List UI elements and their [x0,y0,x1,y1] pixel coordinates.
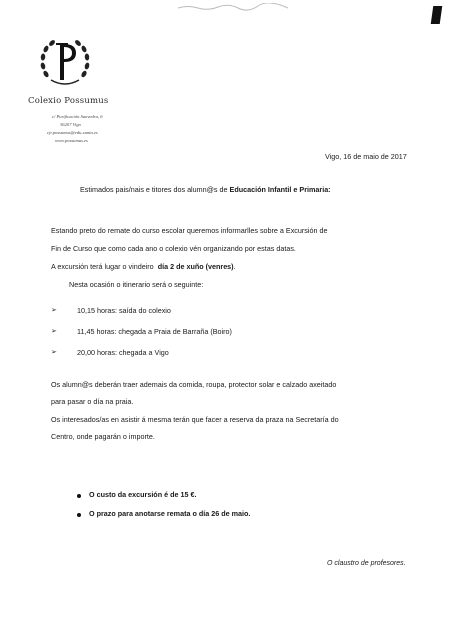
letter-date: Vigo, 16 de maio de 2017 [325,152,407,161]
greeting [80,185,331,194]
deadline-note: O prazo para anotarse remata o día 26 de maio. [89,509,251,518]
itinerary-item: 10,15 horas: saída do colexio [77,306,171,315]
school-name: Colexio Possumus [28,96,109,106]
scan-artifact [178,3,288,11]
bullet-icon [77,494,81,498]
notes-line-3: Os interesados/as en asistir á mesma terán que facer a reserva da praza na Secretaría do [51,415,339,424]
arrow-bullet-icon: ➢ [51,328,57,335]
notes-line-1: Os alumn@s deberán traer ademais da comida, roupa, protector solar e calzado axeitado [51,380,337,389]
intro-line-3 [51,262,236,271]
itinerary-item: 20,00 horas: chegada a Vigo [77,348,169,357]
greeting-recipients: Educación Infantil e Primaria: [229,185,331,194]
address-line: c/ Purificación Saavedra, 6 [52,114,103,119]
corner-mark [431,6,443,24]
arrow-bullet-icon: ➢ [51,349,57,356]
school-logo-icon [36,36,94,90]
signature: O claustro de profesores. [327,560,406,567]
intro-line-3-text: A excursión terá lugar o vindeiro [51,262,156,271]
intro-line-3-end: . [233,262,236,271]
address-line: 36207 Vigo [60,122,81,127]
bullet-icon [77,513,81,517]
arrow-bullet-icon: ➢ [51,307,57,314]
intro-line-2: Fin de Curso que como cada ano o colexio vén organizando por estas datas. [51,244,296,253]
greeting-text: Estimados pais/nais e titores dos alumn@s de [80,185,230,194]
itinerary-item: 11,45 horas: chegada a Praia de Barraña (Boiro) [77,327,232,336]
intro-line-1: Estando preto do remate do curso escolar queremos informarlles sobre a Excursión de [51,226,328,235]
excursion-date: día 2 de xuño (venres) [157,262,234,271]
intro-line-4: Nesta ocasión o itinerario será o seguinte: [69,280,204,289]
email-line: cjr.possumus@edu.xunta.es [47,130,98,135]
notes-line-4: Centro, onde pagarán o importe. [51,432,155,441]
website-line: www.possumus.es [55,138,88,143]
notes-line-2: para pasar o día na praia. [51,397,134,406]
cost-note: O custo da excursión é de 15 €. [89,490,197,499]
